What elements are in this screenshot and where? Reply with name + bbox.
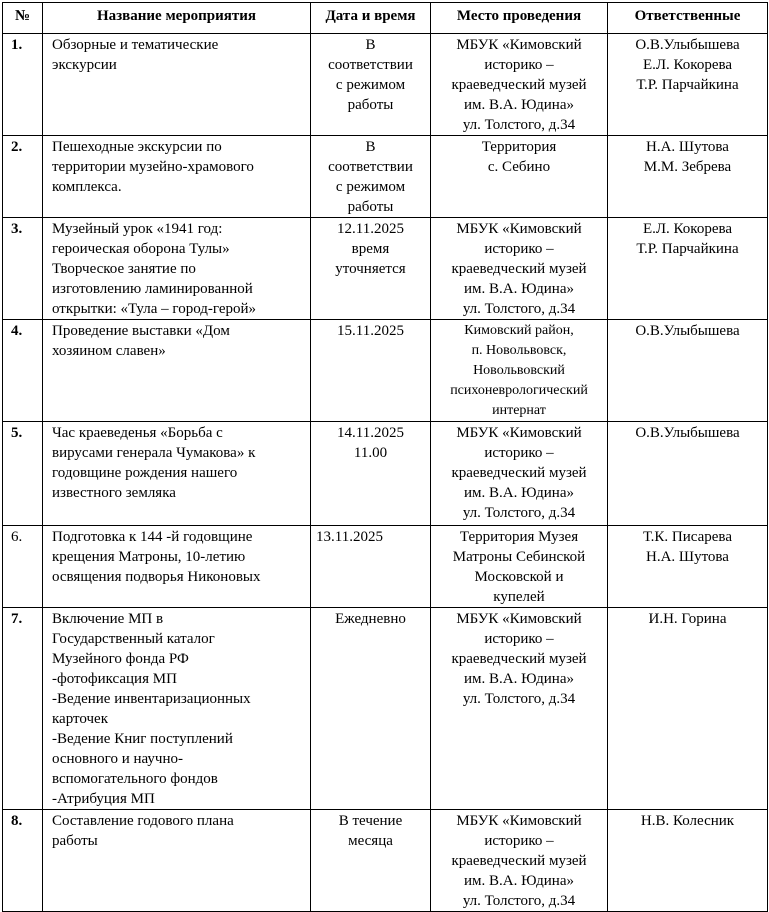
event-name-line: открытки: «Тула – город-герой» bbox=[52, 301, 257, 317]
event-place bbox=[431, 320, 608, 422]
table-row bbox=[3, 608, 768, 810]
event-date bbox=[311, 218, 431, 320]
event-place-line: Кимовский район, bbox=[464, 323, 574, 338]
event-responsible bbox=[608, 320, 768, 422]
event-name-line: известного земляка bbox=[52, 485, 176, 501]
event-date-line: В bbox=[365, 139, 376, 155]
event-responsible-line: Т.Р. Парчайкина bbox=[636, 241, 739, 257]
event-place-line: им. В.А. Юдина» bbox=[464, 97, 574, 113]
row-number: 6. bbox=[3, 526, 43, 608]
event-date bbox=[311, 608, 431, 810]
event-place bbox=[431, 422, 608, 526]
row-number: 1. bbox=[3, 34, 43, 136]
event-date-line: уточняется bbox=[335, 261, 406, 277]
event-place-line: Территория Музея bbox=[459, 529, 579, 545]
event-responsible-line: О.В.Улыбышева bbox=[635, 37, 740, 53]
table-header-row bbox=[3, 3, 768, 34]
event-date-line: 12.11.2025 bbox=[337, 221, 404, 237]
event-responsible-line: Т.К. Писарева bbox=[643, 529, 732, 545]
event-responsible bbox=[608, 810, 768, 912]
event-name-line: вспомогательного фондов bbox=[52, 771, 218, 787]
event-responsible-line: Е.Л. Кокорева bbox=[642, 221, 733, 237]
event-place bbox=[431, 34, 608, 136]
event-place-line: купелей bbox=[493, 589, 545, 605]
event-date-line: с режимом bbox=[335, 179, 406, 195]
event-place-line: историко – bbox=[484, 445, 554, 461]
event-name-line: Проведение выставки «Дом bbox=[52, 323, 230, 339]
event-name bbox=[43, 218, 311, 320]
event-name-line: территории музейно-храмового bbox=[52, 159, 254, 175]
event-date-line: соответствии bbox=[328, 159, 413, 175]
table-body bbox=[3, 34, 768, 912]
event-place-line: МБУК «Кимовский bbox=[456, 221, 582, 237]
event-place-line: п. Новольвовск, bbox=[471, 343, 567, 358]
event-place-line: ул. Толстого, д.34 bbox=[462, 691, 576, 707]
event-date-line: работы bbox=[347, 199, 394, 215]
row-number: 3. bbox=[3, 218, 43, 320]
event-date-line: 15.11.2025 bbox=[337, 323, 404, 339]
table-row bbox=[3, 526, 768, 608]
event-place-line: ул. Толстого, д.34 bbox=[462, 301, 576, 317]
event-place-line: психоневрологический bbox=[450, 383, 588, 398]
event-name-line: основного и научно- bbox=[52, 751, 183, 767]
event-place-line: историко – bbox=[484, 833, 554, 849]
event-date bbox=[311, 136, 431, 218]
event-place-line: интернат bbox=[492, 403, 546, 418]
row-number: 2. bbox=[3, 136, 43, 218]
event-name bbox=[43, 34, 311, 136]
event-place-line: им. В.А. Юдина» bbox=[464, 281, 574, 297]
row-number: 8. bbox=[3, 810, 43, 912]
event-responsible-line: Н.А. Шутова bbox=[646, 549, 729, 565]
event-name-line: Творческое занятие по bbox=[52, 261, 196, 277]
event-name-line: крещения Матроны, 10-летию bbox=[52, 549, 246, 565]
event-place-line: ул. Толстого, д.34 bbox=[462, 505, 576, 521]
event-name-line: изготовлению ламинированной bbox=[52, 281, 253, 297]
event-place-line: Новольвовский bbox=[473, 363, 565, 378]
events-table bbox=[2, 2, 768, 912]
event-responsible-line: О.В.Улыбышева bbox=[635, 425, 740, 441]
header-event-name: Название мероприятия bbox=[43, 3, 311, 34]
table-row bbox=[3, 218, 768, 320]
event-name-line: Составление годового плана bbox=[52, 813, 234, 829]
event-date-line: месяца bbox=[348, 833, 393, 849]
event-date-line: В течение bbox=[338, 813, 403, 829]
event-name-line: -Ведение инвентаризационных bbox=[52, 691, 251, 707]
event-date-line: 14.11.2025 bbox=[337, 425, 404, 441]
event-name bbox=[43, 136, 311, 218]
event-date-line: соответствии bbox=[328, 57, 413, 73]
event-place-line: Матроны Себинской bbox=[452, 549, 586, 565]
event-responsible-line: О.В.Улыбышева bbox=[635, 323, 740, 339]
event-date bbox=[311, 320, 431, 422]
header-responsible: Ответственные bbox=[608, 3, 768, 34]
event-date bbox=[311, 526, 431, 608]
event-place-line: историко – bbox=[484, 241, 554, 257]
event-responsible bbox=[608, 422, 768, 526]
event-responsible-line: И.Н. Горина bbox=[648, 611, 727, 627]
event-place bbox=[431, 526, 608, 608]
event-name bbox=[43, 526, 311, 608]
row-number: 4. bbox=[3, 320, 43, 422]
event-name-line: хозяином славен» bbox=[52, 343, 166, 359]
event-place-line: МБУК «Кимовский bbox=[456, 813, 582, 829]
event-place-line: МБУК «Кимовский bbox=[456, 611, 582, 627]
event-date-line: 13.11.2025 bbox=[316, 529, 383, 545]
event-name-line: комплекса. bbox=[52, 179, 122, 195]
event-name-line: Час краеведенья «Борьба с bbox=[52, 425, 223, 441]
event-responsible-line: Н.А. Шутова bbox=[646, 139, 729, 155]
event-responsible bbox=[608, 526, 768, 608]
event-place-line: МБУК «Кимовский bbox=[456, 37, 582, 53]
table-row bbox=[3, 320, 768, 422]
event-place-line: краеведческий музей bbox=[451, 77, 587, 93]
table-row bbox=[3, 34, 768, 136]
event-responsible bbox=[608, 136, 768, 218]
event-responsible-line: Н.В. Колесник bbox=[640, 813, 735, 829]
header-venue: Место проведения bbox=[431, 3, 608, 34]
event-place-line: с. Себино bbox=[487, 159, 551, 175]
table-row bbox=[3, 136, 768, 218]
event-date bbox=[311, 810, 431, 912]
event-name bbox=[43, 810, 311, 912]
event-name-line: карточек bbox=[52, 711, 108, 727]
event-place-line: краеведческий музей bbox=[451, 651, 587, 667]
event-date-line: Ежедневно bbox=[335, 611, 406, 627]
event-name-line: годовщине рождения нашего bbox=[52, 465, 238, 481]
event-place-line: историко – bbox=[484, 631, 554, 647]
event-name-line: экскурсии bbox=[52, 57, 117, 73]
event-place-line: Московской и bbox=[474, 569, 564, 585]
event-name-line: -Атрибуция МП bbox=[52, 791, 155, 807]
event-place-line: МБУК «Кимовский bbox=[456, 425, 582, 441]
event-responsible bbox=[608, 608, 768, 810]
event-name-line: Музейный урок «1941 год: bbox=[52, 221, 223, 237]
event-place bbox=[431, 810, 608, 912]
row-number: 7. bbox=[3, 608, 43, 810]
event-name bbox=[43, 320, 311, 422]
event-name-line: Включение МП в bbox=[52, 611, 164, 627]
event-responsible-line: М.М. Зебрева bbox=[643, 159, 732, 175]
event-name-line: Подготовка к 144 -й годовщине bbox=[52, 529, 253, 545]
header-number: № bbox=[3, 3, 43, 34]
event-date bbox=[311, 34, 431, 136]
event-place-line: им. В.А. Юдина» bbox=[464, 873, 574, 889]
event-name bbox=[43, 608, 311, 810]
header-date-time: Дата и время bbox=[311, 3, 431, 34]
event-name-line: Обзорные и тематические bbox=[52, 37, 219, 53]
event-name-line: Пешеходные экскурсии по bbox=[52, 139, 222, 155]
event-name-line: освящения подворья Никоновых bbox=[52, 569, 261, 585]
event-responsible-line: Т.Р. Парчайкина bbox=[636, 77, 739, 93]
event-date-line: 11.00 bbox=[353, 445, 388, 461]
event-responsible-line: Е.Л. Кокорева bbox=[642, 57, 733, 73]
event-name-line: Музейного фонда РФ bbox=[52, 651, 189, 667]
event-place-line: историко – bbox=[484, 57, 554, 73]
event-date bbox=[311, 422, 431, 526]
event-name bbox=[43, 422, 311, 526]
event-date-line: работы bbox=[347, 97, 394, 113]
event-place-line: им. В.А. Юдина» bbox=[464, 671, 574, 687]
table-row bbox=[3, 810, 768, 912]
event-place-line: Территория bbox=[481, 139, 557, 155]
event-name-line: Государственный каталог bbox=[52, 631, 215, 647]
event-place-line: им. В.А. Юдина» bbox=[464, 485, 574, 501]
event-place-line: краеведческий музей bbox=[451, 853, 587, 869]
event-name-line: работы bbox=[52, 833, 98, 849]
row-number: 5. bbox=[3, 422, 43, 526]
event-name-line: героическая оборона Тулы» bbox=[52, 241, 230, 257]
event-place-line: краеведческий музей bbox=[451, 465, 587, 481]
event-place bbox=[431, 218, 608, 320]
event-date-line: с режимом bbox=[335, 77, 406, 93]
event-date-line: время bbox=[351, 241, 390, 257]
event-place bbox=[431, 136, 608, 218]
event-responsible bbox=[608, 34, 768, 136]
event-name-line: -фотофиксация МП bbox=[52, 671, 177, 687]
event-place-line: ул. Толстого, д.34 bbox=[462, 117, 576, 133]
event-place bbox=[431, 608, 608, 810]
table-row bbox=[3, 422, 768, 526]
event-date-line: В bbox=[365, 37, 376, 53]
event-place-line: ул. Толстого, д.34 bbox=[462, 893, 576, 909]
event-name-line: -Ведение Книг поступлений bbox=[52, 731, 233, 747]
event-responsible bbox=[608, 218, 768, 320]
event-name-line: вирусами генерала Чумакова» к bbox=[52, 445, 256, 461]
event-place-line: краеведческий музей bbox=[451, 261, 587, 277]
